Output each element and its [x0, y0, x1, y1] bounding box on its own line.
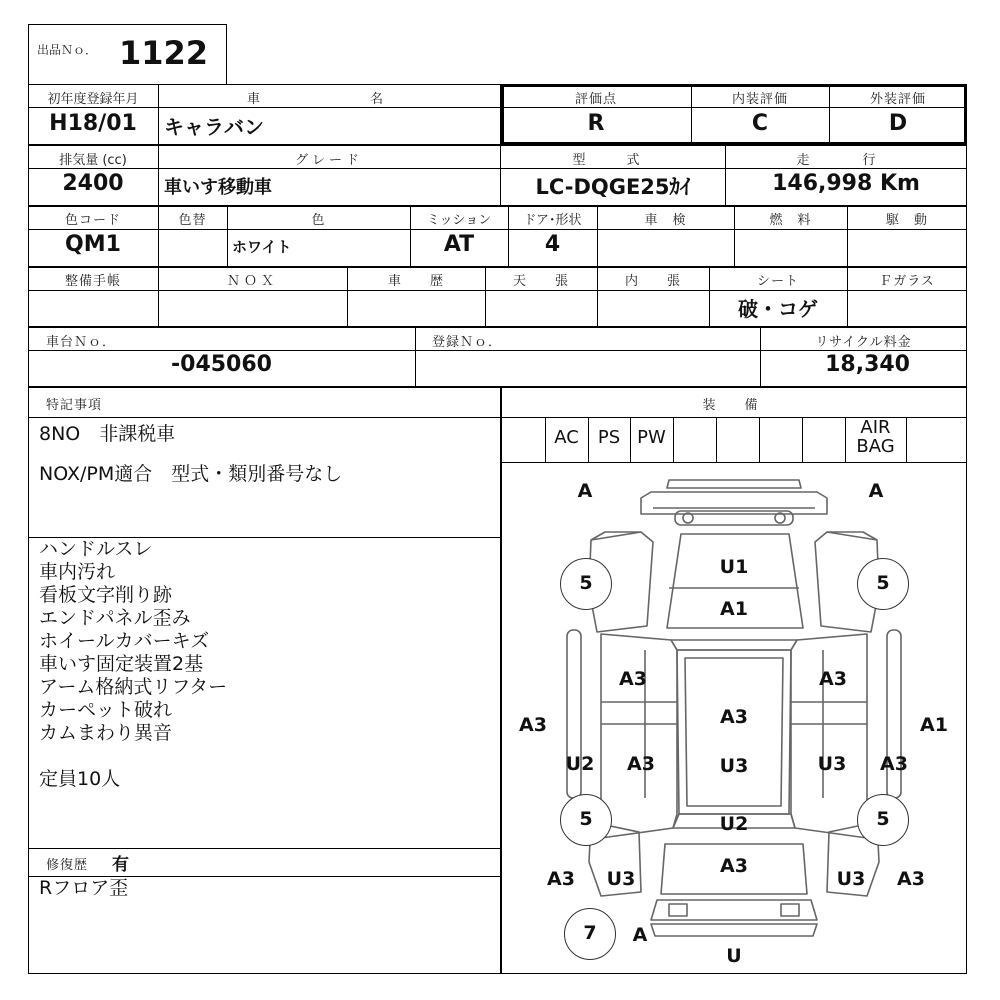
grid-line [28, 386, 967, 388]
damage-mark: U [726, 945, 742, 967]
damage-mark: U2 [565, 753, 595, 775]
damage-mark: U3 [719, 755, 749, 777]
color-label: 色 [311, 213, 326, 228]
mission-value: AT [443, 232, 475, 257]
seat-label: シート [756, 274, 799, 289]
nox-label: ＮＯＸ [226, 274, 278, 289]
cc-label: 排気量 (cc) [59, 153, 127, 168]
grid-line [28, 266, 967, 268]
remarks-line-1: 8NO 非課税車 [39, 423, 176, 445]
reg-label: 登録Ｎｏ． [432, 335, 503, 350]
list-item: カーペット破れ [39, 699, 173, 721]
damage-mark: A [632, 924, 648, 946]
damage-mark: A1 [720, 598, 748, 620]
damage-mark: U3 [606, 868, 636, 890]
year-value: H18/01 [49, 111, 137, 136]
grid-line [28, 168, 967, 169]
interior-label: 内装評価 [731, 92, 788, 107]
damage-mark: A3 [619, 668, 647, 690]
list-item: エンドパネル歪み [39, 607, 191, 629]
history-label: 車 歴 [387, 274, 444, 289]
repaint-label: 色替 [178, 213, 207, 228]
grid-line [716, 417, 717, 462]
damage-mark: U1 [719, 556, 749, 578]
score-value: R [587, 111, 605, 136]
grid-line [906, 417, 907, 462]
damage-mark: A [577, 480, 593, 502]
year-label: 初年度登録年月 [47, 92, 139, 107]
list-item: 車内汚れ [39, 561, 116, 583]
seat-value: 破・コゲ [738, 297, 818, 321]
grid-line [28, 205, 967, 207]
damage-mark: A3 [880, 753, 908, 775]
inner-label: 内 張 [624, 274, 681, 289]
grid-line [28, 417, 967, 418]
damage-circle: 5 [560, 558, 612, 610]
grade-value: 車いす移動車 [164, 177, 272, 198]
remarks-line-2: NOX/PM適合 型式・類別番号なし [39, 463, 343, 485]
glass-label: Ｆガラス [879, 274, 935, 289]
equipment-ps: PS [597, 427, 621, 448]
score-label: 評価点 [574, 92, 617, 107]
grid-line [415, 326, 416, 386]
name-label: 車 名 [246, 92, 411, 107]
damage-circle: 5 [857, 794, 909, 846]
damage-mark: U3 [836, 868, 866, 890]
list-item: 看板文字削り跡 [39, 584, 173, 606]
list-item: 車いす固定装置2基 [39, 653, 204, 675]
damage-circle: 7 [564, 908, 616, 960]
damage-mark: A [868, 480, 884, 502]
color-value: ホワイト [232, 238, 292, 256]
equipment-ac: AC [554, 427, 579, 448]
damage-circle: 5 [560, 794, 612, 846]
damage-mark: A3 [627, 753, 655, 775]
grid-line [28, 229, 967, 230]
shaken-label: 車 検 [644, 213, 687, 228]
grid-line [28, 290, 967, 291]
repair-label: 修復歴 [46, 858, 89, 873]
damage-mark: A3 [720, 855, 748, 877]
cc-value: 2400 [62, 171, 124, 196]
chassis-label: 車台Ｎｏ． [46, 335, 117, 350]
door-label: ドア･形状 [523, 213, 582, 228]
equipment-airbag-1: AIR [860, 417, 891, 438]
remarks-label: 特記事項 [46, 398, 103, 413]
grid-line [759, 417, 760, 462]
model-label: 型 式 [572, 153, 654, 168]
equipment-airbag-2: BAG [856, 436, 895, 457]
mission-label: ミッション [426, 213, 492, 228]
damage-mark: A3 [720, 706, 748, 728]
fuel-label: 燃 料 [769, 213, 812, 228]
color-code-label: 色コード [64, 213, 121, 228]
model-value: LC-DQGE25ｶｲ [535, 175, 691, 199]
damage-mark: A3 [547, 868, 575, 890]
remarks-list [39, 538, 227, 745]
capacity-note: 定員10人 [39, 768, 121, 790]
equipment-pw: PW [637, 427, 666, 448]
damage-mark: U2 [719, 813, 749, 835]
damage-mark: A3 [819, 668, 847, 690]
chassis-value: -045060 [171, 352, 272, 377]
damage-mark: A3 [897, 868, 925, 890]
door-value: 4 [544, 232, 561, 257]
drive-label: 駆 動 [885, 213, 928, 228]
repair-detail: Rフロア歪 [39, 877, 129, 899]
color-code-value: QM1 [65, 232, 121, 257]
damage-circle: 5 [857, 558, 909, 610]
repair-value: 有 [112, 855, 129, 875]
grid-line [28, 848, 501, 849]
exterior-label: 外装評価 [869, 92, 926, 107]
name-value: キャラバン [164, 115, 264, 139]
grid-line [802, 417, 803, 462]
grid-line [28, 350, 967, 351]
grid-line [28, 326, 967, 328]
mileage-value: 146,998 Km [772, 171, 920, 196]
list-item: ホイールカバーキズ [39, 630, 210, 652]
interior-value: C [751, 111, 769, 136]
record-label: 整備手帳 [64, 274, 121, 289]
grid-line [673, 417, 674, 462]
lot-box [28, 24, 227, 85]
damage-mark: A3 [519, 714, 547, 736]
roof-label: 天 張 [512, 274, 569, 289]
mileage-label: 走 行 [796, 153, 896, 168]
exterior-value: D [888, 111, 908, 136]
lot-number: 1122 [119, 34, 209, 72]
list-item: ハンドルスレ [39, 538, 153, 560]
lot-label: 出品Ｎｏ． [37, 43, 98, 57]
damage-mark: A1 [920, 714, 948, 736]
recycle-value: 18,340 [825, 352, 910, 377]
grade-label: グレード [294, 153, 363, 168]
equipment-label: 装 備 [702, 398, 766, 413]
list-item: アーム格納式リフター [39, 676, 228, 698]
damage-mark: U3 [817, 753, 847, 775]
recycle-label: リサイクル料金 [815, 335, 912, 350]
list-item: カムまわり異音 [39, 722, 173, 744]
